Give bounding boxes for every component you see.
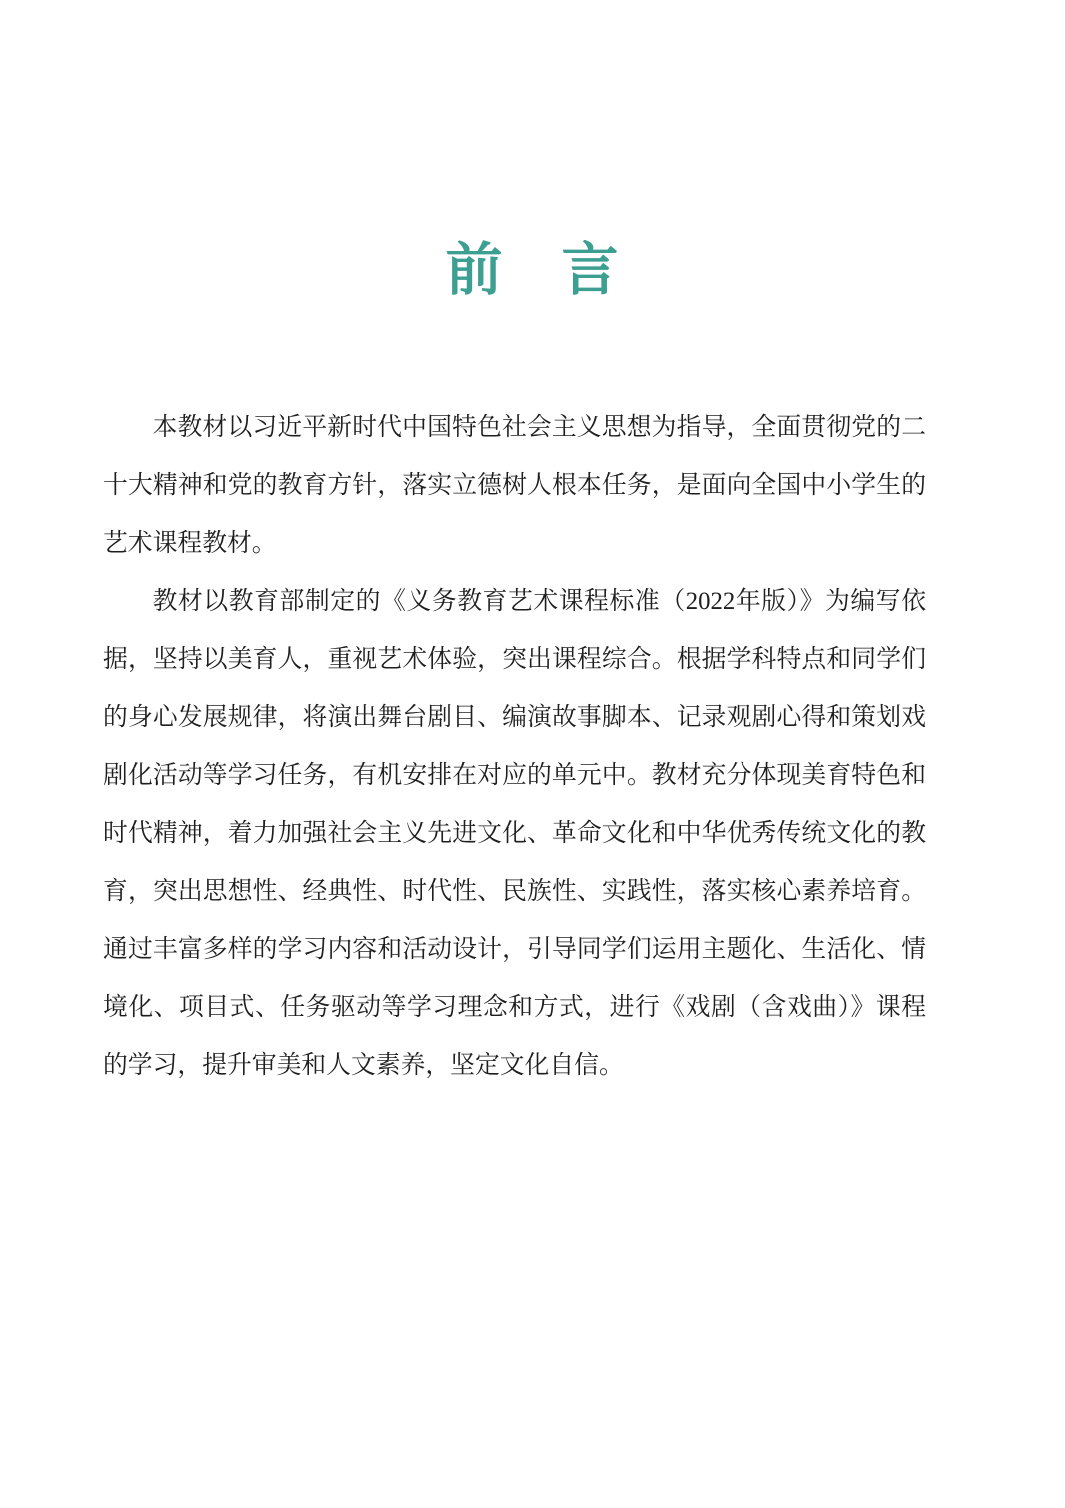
page-title: 前 言 xyxy=(445,239,620,302)
paragraph-curriculum: 教材以教育部制定的《义务教育艺术课程标准（2022年版）》为编写依据，坚持以美育人，重视艺术体验，突出课程综合。根据学科特点和同学们的身心发展规律，将演出舞台剧目、编演故事脚本、记录观剧心得和策划戏剧化活动等学习任务，有机安排在对应的单元中。教材充分体现美育特色和时代精神，着力加强社会主义先进文化、革命文化和中华优秀传统文化的教育，突出思想性、经典性、时代性、民族性、实践性，落实核心素养培育。通过丰富多样的学习内容和活动设计，引导同学们运用主题化、生活化、情境化、项目式、任务驱动等学习理念和方式，进行《戏剧（含戏曲）》课程的学习，提升审美和人文素养，坚定文化自信。 xyxy=(103,588,926,1079)
paragraph-intro: 本教材以习近平新时代中国特色社会主义思想为指导，全面贯彻党的二十大精神和党的教育方针，落实立德树人根本任务，是面向全国中小学生的艺术课程教材。 xyxy=(103,414,926,557)
preface-body xyxy=(103,399,926,1095)
